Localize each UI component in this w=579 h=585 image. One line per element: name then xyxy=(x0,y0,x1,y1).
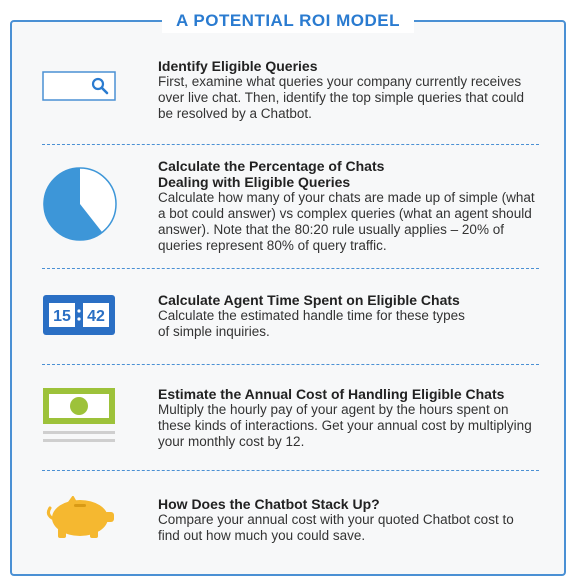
step-1-body: First, examine what queries your company currently receives over live chat. Then, identify the top simple queries that could be resolved by a Chatbot. xyxy=(158,74,524,121)
step-5-heading: How Does the Chatbot Stack Up? xyxy=(158,496,380,512)
step-1-heading: Identify Eligible Queries xyxy=(158,58,318,74)
step-3-body: Calculate the estimated handle time for these types of simple inquiries. xyxy=(158,308,465,339)
divider xyxy=(42,268,539,269)
step-4-body: Multiply the hourly pay of your agent by the hours spent on these kinds of interactions. Get your annual cost by multiplying your monthly cost by 12. xyxy=(158,402,532,449)
step-2-body: Calculate how many of your chats are made up of simple (what a bot could answer) vs complex queries (what an agent should answer). Note that the 80:20 rule usually applies – 20% of queries represent 80% of query traffic. xyxy=(158,190,535,253)
step-2-heading xyxy=(158,158,418,190)
step-5-body: Compare your annual cost with your quoted Chatbot cost to find out how much you could save. xyxy=(158,512,514,543)
money-bill-icon xyxy=(42,386,118,466)
divider xyxy=(42,364,539,365)
piggy-bank-icon xyxy=(42,496,118,576)
clock-icon xyxy=(42,294,118,374)
step-3-heading: Calculate Agent Time Spent on Eligible Chats xyxy=(158,292,460,308)
step-3 xyxy=(42,292,539,352)
step-4 xyxy=(42,386,539,466)
step-2 xyxy=(42,158,539,268)
search-box-icon xyxy=(42,68,118,148)
clock-right-digits: 42 xyxy=(87,308,105,325)
title-wrap xyxy=(12,9,564,33)
step-1 xyxy=(42,58,539,142)
divider xyxy=(42,470,539,471)
step-4-heading: Estimate the Annual Cost of Handling Eligible Chats xyxy=(158,386,505,402)
panel-title: A POTENTIAL ROI MODEL xyxy=(162,9,414,33)
divider xyxy=(42,144,539,145)
clock-left-digits: 15 xyxy=(53,308,71,325)
step-5 xyxy=(42,496,539,556)
step-2-heading-text: Calculate the Percentage of Chats Dealing with Eligible Queries xyxy=(158,158,385,190)
pie-chart-icon xyxy=(42,166,118,246)
